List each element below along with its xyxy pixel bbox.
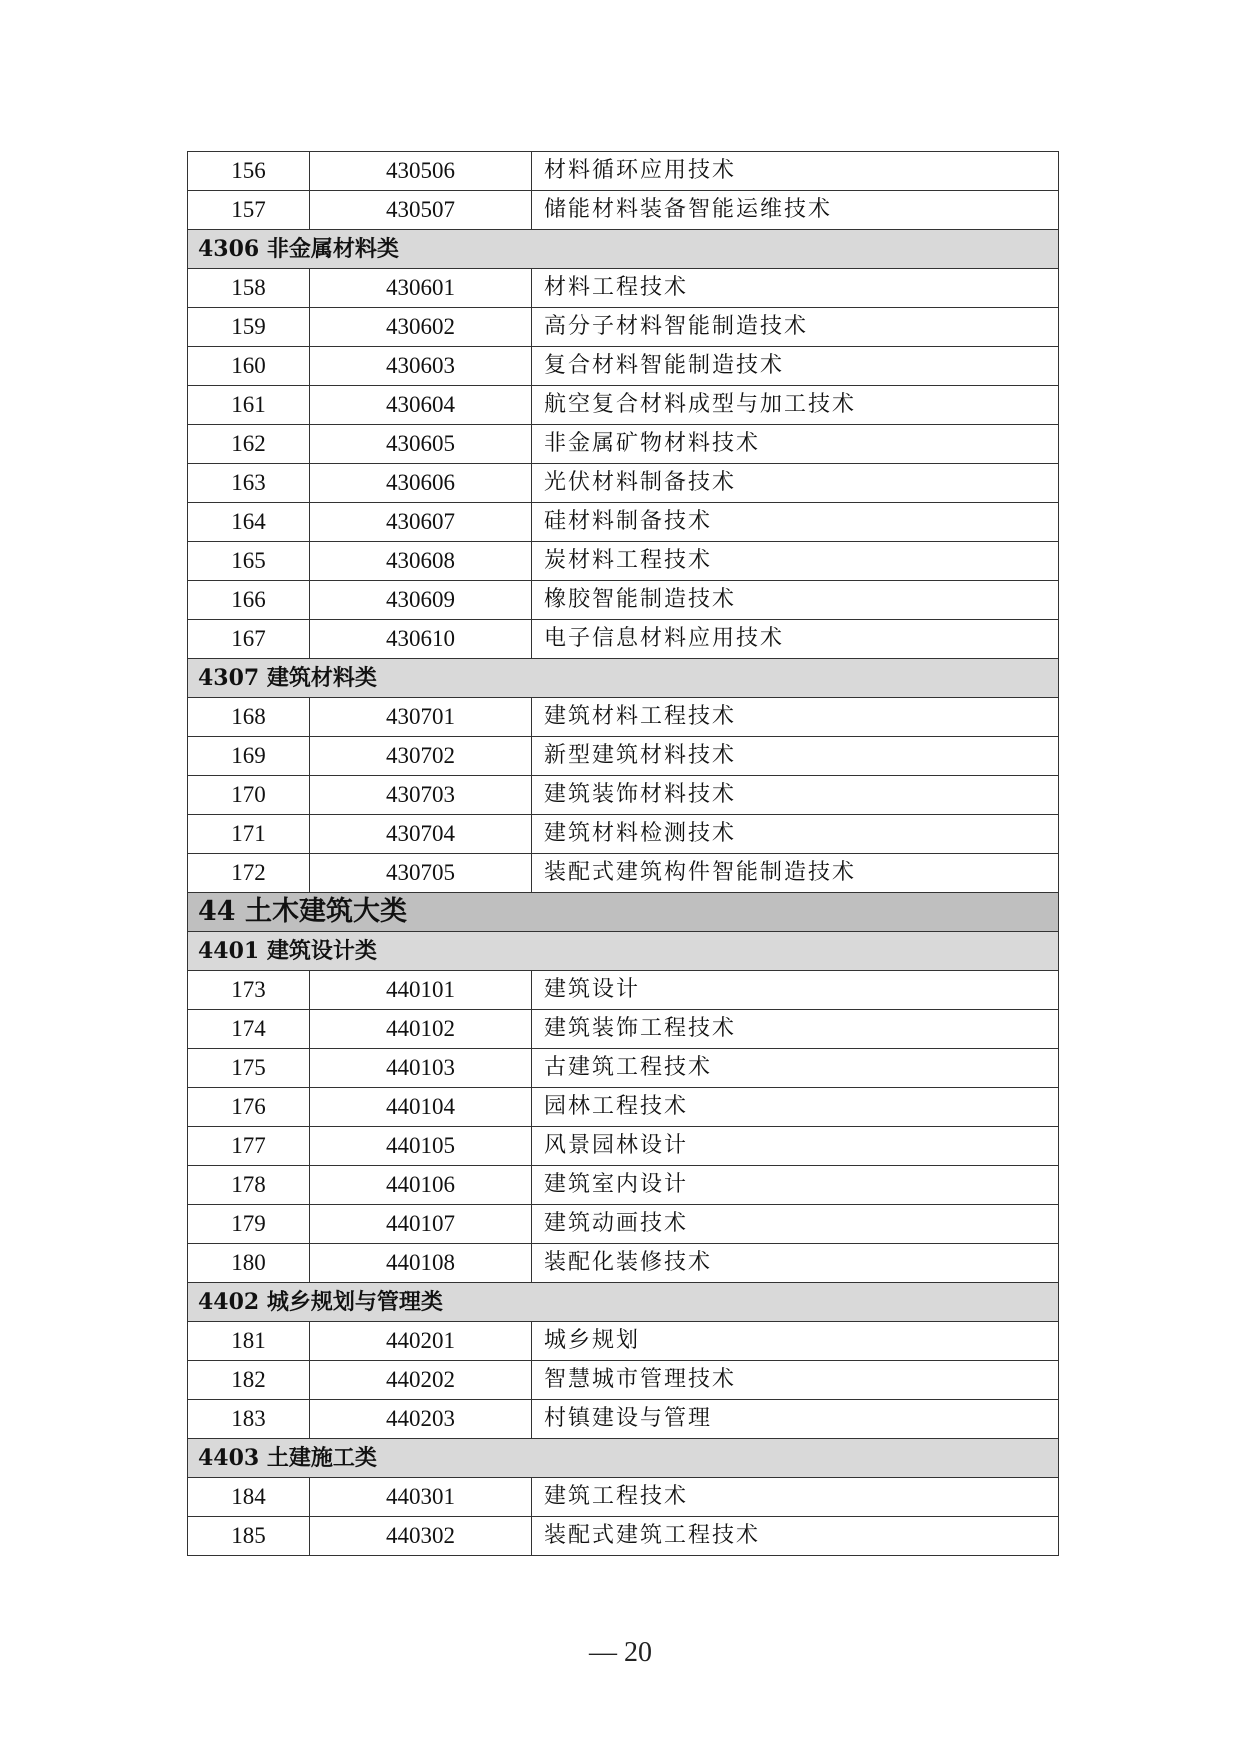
row-number: 175 bbox=[188, 1049, 310, 1088]
table-row bbox=[188, 620, 1059, 659]
major-code: 440302 bbox=[310, 1517, 532, 1556]
major-code: 440105 bbox=[310, 1127, 532, 1166]
row-number: 163 bbox=[188, 464, 310, 503]
major-name: 复合材料智能制造技术 bbox=[532, 347, 1059, 386]
major-name: 硅材料制备技术 bbox=[532, 503, 1059, 542]
row-number: 167 bbox=[188, 620, 310, 659]
major-code: 430702 bbox=[310, 737, 532, 776]
table-body bbox=[188, 152, 1059, 1556]
table-row bbox=[188, 815, 1059, 854]
row-number: 173 bbox=[188, 971, 310, 1010]
major-code: 430602 bbox=[310, 308, 532, 347]
row-number: 158 bbox=[188, 269, 310, 308]
major-name: 橡胶智能制造技术 bbox=[532, 581, 1059, 620]
table-row bbox=[188, 191, 1059, 230]
row-number: 178 bbox=[188, 1166, 310, 1205]
subcategory-heading: 4402 城乡规划与管理类 bbox=[188, 1283, 1059, 1322]
table-row bbox=[188, 269, 1059, 308]
row-number: 168 bbox=[188, 698, 310, 737]
table-row bbox=[188, 1127, 1059, 1166]
subcategory-row bbox=[188, 1439, 1059, 1478]
subcategory-row bbox=[188, 230, 1059, 269]
page-number: — 20 bbox=[589, 1637, 652, 1668]
major-name: 材料循环应用技术 bbox=[532, 152, 1059, 191]
table-row bbox=[188, 1049, 1059, 1088]
row-number: 162 bbox=[188, 425, 310, 464]
major-name: 电子信息材料应用技术 bbox=[532, 620, 1059, 659]
major-name: 城乡规划 bbox=[532, 1322, 1059, 1361]
table-row bbox=[188, 152, 1059, 191]
major-name: 村镇建设与管理 bbox=[532, 1400, 1059, 1439]
major-code: 440203 bbox=[310, 1400, 532, 1439]
major-code: 430605 bbox=[310, 425, 532, 464]
row-number: 156 bbox=[188, 152, 310, 191]
major-code: 430609 bbox=[310, 581, 532, 620]
row-number: 157 bbox=[188, 191, 310, 230]
row-number: 171 bbox=[188, 815, 310, 854]
major-code: 430601 bbox=[310, 269, 532, 308]
table-row bbox=[188, 425, 1059, 464]
major-code: 430610 bbox=[310, 620, 532, 659]
row-number: 177 bbox=[188, 1127, 310, 1166]
table-row bbox=[188, 464, 1059, 503]
major-name: 建筑工程技术 bbox=[532, 1478, 1059, 1517]
row-number: 176 bbox=[188, 1088, 310, 1127]
major-code: 430506 bbox=[310, 152, 532, 191]
table-row bbox=[188, 1010, 1059, 1049]
row-number: 180 bbox=[188, 1244, 310, 1283]
table-row bbox=[188, 1517, 1059, 1556]
major-name: 风景园林设计 bbox=[532, 1127, 1059, 1166]
row-number: 182 bbox=[188, 1361, 310, 1400]
major-catalog-table-container bbox=[187, 151, 1058, 1556]
major-code: 430507 bbox=[310, 191, 532, 230]
major-name: 储能材料装备智能运维技术 bbox=[532, 191, 1059, 230]
major-name: 园林工程技术 bbox=[532, 1088, 1059, 1127]
major-code: 440202 bbox=[310, 1361, 532, 1400]
row-number: 160 bbox=[188, 347, 310, 386]
major-code: 440104 bbox=[310, 1088, 532, 1127]
major-code: 440107 bbox=[310, 1205, 532, 1244]
major-code: 440108 bbox=[310, 1244, 532, 1283]
major-name: 建筑动画技术 bbox=[532, 1205, 1059, 1244]
major-code: 440102 bbox=[310, 1010, 532, 1049]
major-name: 材料工程技术 bbox=[532, 269, 1059, 308]
subcategory-heading: 4403 土建施工类 bbox=[188, 1439, 1059, 1478]
major-name: 炭材料工程技术 bbox=[532, 542, 1059, 581]
major-name: 非金属矿物材料技术 bbox=[532, 425, 1059, 464]
table-row bbox=[188, 581, 1059, 620]
row-number: 166 bbox=[188, 581, 310, 620]
major-code: 440106 bbox=[310, 1166, 532, 1205]
row-number: 161 bbox=[188, 386, 310, 425]
table-row bbox=[188, 776, 1059, 815]
major-code: 430703 bbox=[310, 776, 532, 815]
table-row bbox=[188, 1244, 1059, 1283]
major-name: 装配式建筑构件智能制造技术 bbox=[532, 854, 1059, 893]
major-name: 智慧城市管理技术 bbox=[532, 1361, 1059, 1400]
major-name: 建筑装饰工程技术 bbox=[532, 1010, 1059, 1049]
major-code: 430701 bbox=[310, 698, 532, 737]
row-number: 172 bbox=[188, 854, 310, 893]
major-code: 440301 bbox=[310, 1478, 532, 1517]
table-row bbox=[188, 308, 1059, 347]
table-row bbox=[188, 386, 1059, 425]
table-row bbox=[188, 854, 1059, 893]
major-code: 440103 bbox=[310, 1049, 532, 1088]
subcategory-row bbox=[188, 659, 1059, 698]
table-row bbox=[188, 1361, 1059, 1400]
table-row bbox=[188, 1400, 1059, 1439]
major-name: 高分子材料智能制造技术 bbox=[532, 308, 1059, 347]
table-row bbox=[188, 1088, 1059, 1127]
major-category-heading: 44 土木建筑大类 bbox=[188, 893, 1059, 932]
major-code: 430603 bbox=[310, 347, 532, 386]
major-name: 古建筑工程技术 bbox=[532, 1049, 1059, 1088]
major-code: 440101 bbox=[310, 971, 532, 1010]
row-number: 169 bbox=[188, 737, 310, 776]
subcategory-row bbox=[188, 1283, 1059, 1322]
row-number: 170 bbox=[188, 776, 310, 815]
major-name: 建筑装饰材料技术 bbox=[532, 776, 1059, 815]
table-row bbox=[188, 737, 1059, 776]
table-row bbox=[188, 698, 1059, 737]
table-row bbox=[188, 971, 1059, 1010]
major-catalog-table bbox=[187, 151, 1059, 1556]
row-number: 164 bbox=[188, 503, 310, 542]
table-row bbox=[188, 503, 1059, 542]
subcategory-heading: 4306 非金属材料类 bbox=[188, 230, 1059, 269]
row-number: 179 bbox=[188, 1205, 310, 1244]
table-row bbox=[188, 1205, 1059, 1244]
table-row bbox=[188, 1322, 1059, 1361]
major-code: 430705 bbox=[310, 854, 532, 893]
major-name: 航空复合材料成型与加工技术 bbox=[532, 386, 1059, 425]
major-name: 建筑室内设计 bbox=[532, 1166, 1059, 1205]
major-name: 装配化装修技术 bbox=[532, 1244, 1059, 1283]
major-code: 430608 bbox=[310, 542, 532, 581]
row-number: 185 bbox=[188, 1517, 310, 1556]
row-number: 165 bbox=[188, 542, 310, 581]
major-name: 建筑设计 bbox=[532, 971, 1059, 1010]
table-row bbox=[188, 542, 1059, 581]
major-code: 430606 bbox=[310, 464, 532, 503]
row-number: 184 bbox=[188, 1478, 310, 1517]
major-code: 430607 bbox=[310, 503, 532, 542]
row-number: 174 bbox=[188, 1010, 310, 1049]
major-code: 440201 bbox=[310, 1322, 532, 1361]
major-code: 430604 bbox=[310, 386, 532, 425]
table-row bbox=[188, 1166, 1059, 1205]
major-category-row bbox=[188, 893, 1059, 932]
major-name: 建筑材料工程技术 bbox=[532, 698, 1059, 737]
subcategory-heading: 4307 建筑材料类 bbox=[188, 659, 1059, 698]
major-name: 建筑材料检测技术 bbox=[532, 815, 1059, 854]
major-name: 光伏材料制备技术 bbox=[532, 464, 1059, 503]
row-number: 159 bbox=[188, 308, 310, 347]
table-row bbox=[188, 347, 1059, 386]
row-number: 181 bbox=[188, 1322, 310, 1361]
major-name: 装配式建筑工程技术 bbox=[532, 1517, 1059, 1556]
row-number: 183 bbox=[188, 1400, 310, 1439]
major-code: 430704 bbox=[310, 815, 532, 854]
major-name: 新型建筑材料技术 bbox=[532, 737, 1059, 776]
subcategory-row bbox=[188, 932, 1059, 971]
subcategory-heading: 4401 建筑设计类 bbox=[188, 932, 1059, 971]
table-row bbox=[188, 1478, 1059, 1517]
